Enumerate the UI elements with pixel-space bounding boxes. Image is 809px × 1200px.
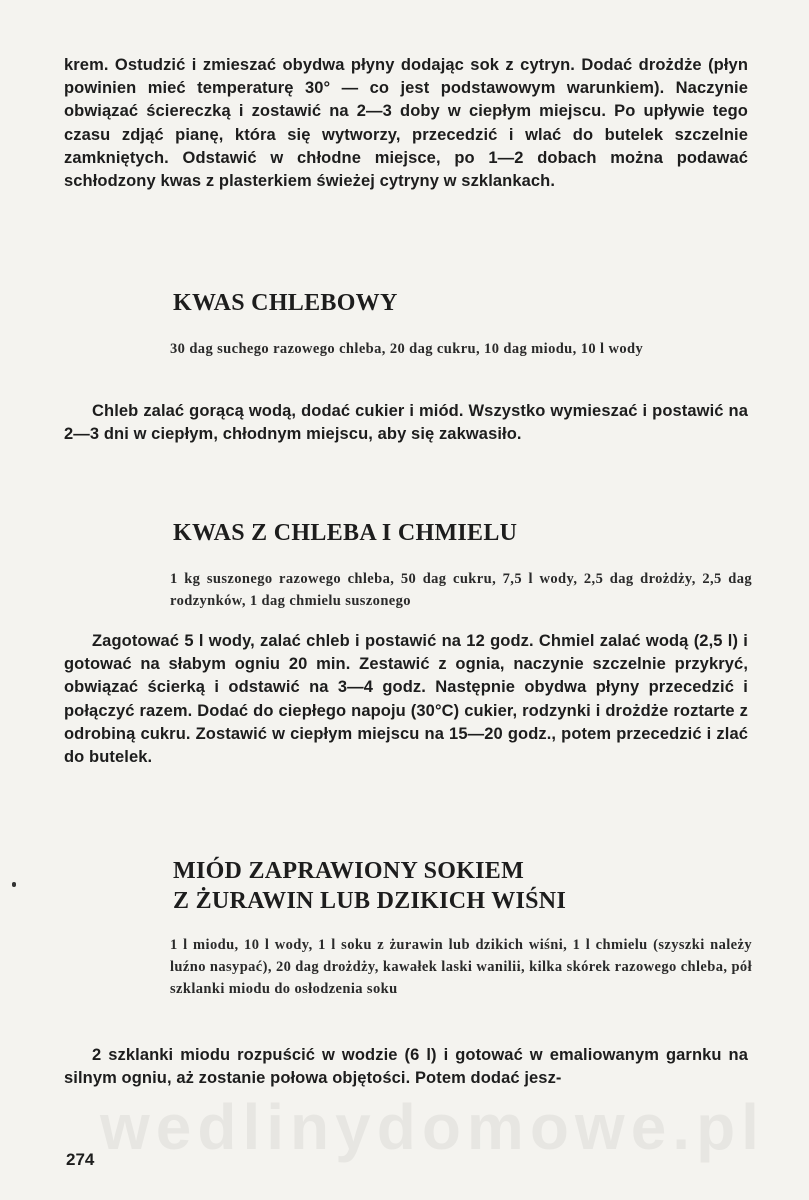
recipe-ingredients-kwas-z-chleba-i-chmielu: 1 kg suszonego razowego chleba, 50 dag cukru, 7,5 l wody, 2,5 dag drożdży, 2,5 dag rodzynków, 1 dag chmielu suszonego	[170, 571, 752, 609]
recipe-title-kwas-chlebowy: KWAS CHLEBOWY	[173, 290, 398, 316]
recipe-title-line-2: Z ŻURAWIN LUB DZIKICH WIŚNI	[173, 888, 567, 914]
recipe-ingredients-kwas-chlebowy: 30 dag suchego razowego chleba, 20 dag cukru, 10 dag miodu, 10 l wody	[170, 341, 644, 357]
recipe-instructions-miod-zaprawiony: 2 szklanki miodu rozpuścić w wodzie (6 l) i gotować w emaliowanym garnku na silnym ogniu, aż zostanie połowa objętości. Potem dodać jesz-	[64, 1046, 748, 1088]
intro-paragraph: krem. Ostudzić i zmieszać obydwa płyny dodając sok z cytryn. Dodać drożdże (płyn powinien mieć temperaturę 30° — co jest podstawowym warunkiem). Naczynie obwiązać ściereczką i zostawić na 2—3 doby w ciepłym miejscu. Po upływie tego czasu zdjąć pianę, która się wytworzy, przecedzić i wlać do butelek szczelnie zamkniętych. Odstawić w chłodne miejsce, po 1—2 dobach można podawać schłodzony kwas z plasterkiem świeżej cytryny w szklankach.	[64, 56, 748, 191]
recipe-ingredients-miod-zaprawiony: 1 l miodu, 10 l wody, 1 l soku z żurawin lub dzikich wiśni, 1 l chmielu (szyszki należy luźno nasypać), 20 dag drożdży, kawałek laski wanilii, kilka skórek razowego chleba, pół szklanki miodu do osłodzenia soku	[170, 937, 752, 997]
recipe-instructions-kwas-chlebowy: Chleb zalać gorącą wodą, dodać cukier i miód. Wszystko wymieszać i postawić na 2—3 dni w ciepłym, chłodnym miejscu, aby się zakwasiło.	[64, 402, 748, 444]
scan-speck	[12, 882, 16, 887]
recipe-title-miod-zaprawiony	[173, 856, 773, 916]
page-number: 274	[66, 1150, 95, 1169]
recipe-title-line-1: MIÓD ZAPRAWIONY SOKIEM	[173, 858, 525, 884]
watermark: wedlinydomowe.pl	[100, 1091, 765, 1163]
recipe-title-kwas-z-chleba-i-chmielu: KWAS Z CHLEBA I CHMIELU	[173, 520, 518, 546]
recipe-instructions-kwas-z-chleba-i-chmielu: Zagotować 5 l wody, zalać chleb i postawić na 12 godz. Chmiel zalać wodą (2,5 l) i gotować na słabym ogniu 20 min. Zestawić z ognia, naczynie szczelnie przykryć, obwiązać ścierką i odstawić na 3—4 godz. Następnie obydwa płyny przecedzić i połączyć razem. Dodać do ciepłego napoju (30°C) cukier, rodzynki i drożdże roztarte z odrobiną cukru. Zostawić w ciepłym miejscu na 15—20 godz., potem przecedzić i zlać do butelek.	[64, 632, 748, 767]
